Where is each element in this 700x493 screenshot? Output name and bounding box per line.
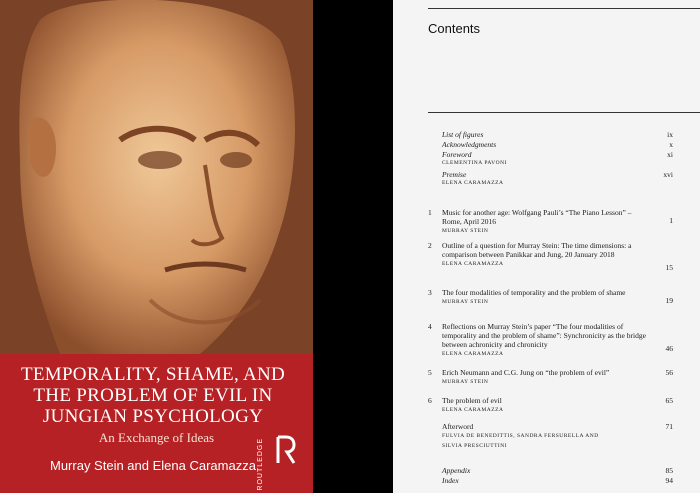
toc-afterword[interactable] [442,422,652,451]
toc-entry-appendix[interactable] [442,466,672,475]
toc-entry-title: Appendix [442,466,471,475]
toc-entry-title: Premise [442,170,467,179]
toc-entry-page: 15 [665,263,673,272]
chapter-number: 4 [428,322,432,331]
toc-entry-page: 85 [665,466,673,475]
toc-entry-page: 19 [665,296,673,305]
toc-entry-acknowledgments[interactable] [442,140,672,149]
toc-chapter-6[interactable] [442,396,652,415]
toc-chapter-4[interactable] [442,322,652,359]
publisher-logo-icon [276,433,296,477]
toc-entry-author: MURRAY STEIN [442,228,489,234]
toc-entry-page: xvi [663,170,673,179]
cover-title-line: THE PROBLEM OF EVIL IN [33,385,273,406]
chapter-number: 6 [428,396,432,405]
toc-entry-title: Outline of a question for Murray Stein: The time dimensions: a comparison between Panikkar and Jung, 20 January 2018 [442,241,632,259]
chapter-number: 5 [428,368,432,377]
toc-chapter-5[interactable] [442,368,652,387]
toc-entry-foreword[interactable] [442,150,672,168]
toc-entry-title: Foreword [442,150,472,159]
toc-entry-page: ix [667,130,673,139]
toc-chapter-2[interactable] [442,241,652,269]
toc-entry-title: The problem of evil [442,396,502,405]
toc-entry-title: Acknowledgments [442,140,497,149]
toc-entry-title: Afterword [442,422,474,431]
toc-entry-page: 46 [665,344,673,353]
cover-title-line: JUNGIAN PSYCHOLOGY [42,406,264,427]
heading-rule [428,112,700,113]
toc-entry-page: 94 [665,476,673,485]
toc-entry-author: ELENA CARAMAZZA [442,407,504,413]
toc-entry-title: Index [442,476,459,485]
cover-subtitle: An Exchange of Ideas [98,430,215,445]
cover-authors: Murray Stein and Elena Caramazza [50,458,256,473]
toc-entry-list-of-figures[interactable] [442,130,672,139]
chapter-number: 1 [428,208,432,217]
chapter-number: 3 [428,288,432,297]
toc-chapter-3[interactable] [442,288,652,307]
toc-entry-premise[interactable] [442,170,672,188]
toc-entry-title: Reflections on Murray Stein’s paper “The four modalities of temporality and the problem of shame”: Synchronicity as the bridge between achronicity and chronicity [442,322,646,349]
top-rule [428,8,700,9]
toc-entry-author: ELENA CARAMAZZA [442,261,504,267]
sculpture-head-illustration [0,0,313,354]
cover-sculpture-image [0,0,313,354]
contents-page [393,0,700,493]
toc-entry-author: SILVIA PRESCIUTTINI [442,443,508,449]
background-gap [313,0,393,493]
toc-entry-page: x [669,140,673,149]
toc-entry-page: 71 [665,422,673,431]
toc-chapter-1[interactable] [442,208,652,236]
toc-entry-page: xi [667,150,673,159]
chapter-number: 2 [428,241,432,250]
toc-entry-author: ELENA CARAMAZZA [442,180,504,186]
toc-entry-author: MURRAY STEIN [442,379,489,385]
toc-entry-index[interactable] [442,476,672,485]
toc-entry-page: 56 [665,368,673,377]
publisher-name: ROUTLEDGE [257,438,264,491]
toc-entry-page: 65 [665,396,673,405]
toc-entry-page: 1 [669,216,673,225]
contents-heading: Contents [428,21,481,36]
toc-entry-author: MURRAY STEIN [442,299,489,305]
toc-entry-author: FULVIA DE BENEDITTIS, SANDRA FERSURELLA AND [442,433,599,439]
toc-entry-title: Music for another age: Wolfgang Pauli’s “The Piano Lesson” – Rome, April 2016 [442,208,632,226]
toc-entry-author: ELENA CARAMAZZA [442,351,504,357]
cover-title [8,364,298,427]
toc-entry-title: Erich Neumann and C.G. Jung on “the problem of evil” [442,368,610,377]
cover-title-line: TEMPORALITY, SHAME, AND [20,364,286,385]
toc-entry-title: The four modalities of temporality and the problem of shame [442,288,626,297]
toc-entry-title: List of figures [442,130,484,139]
toc-entry-author: CLEMENTINA PAVONI [442,160,507,166]
book-cover [0,0,313,493]
